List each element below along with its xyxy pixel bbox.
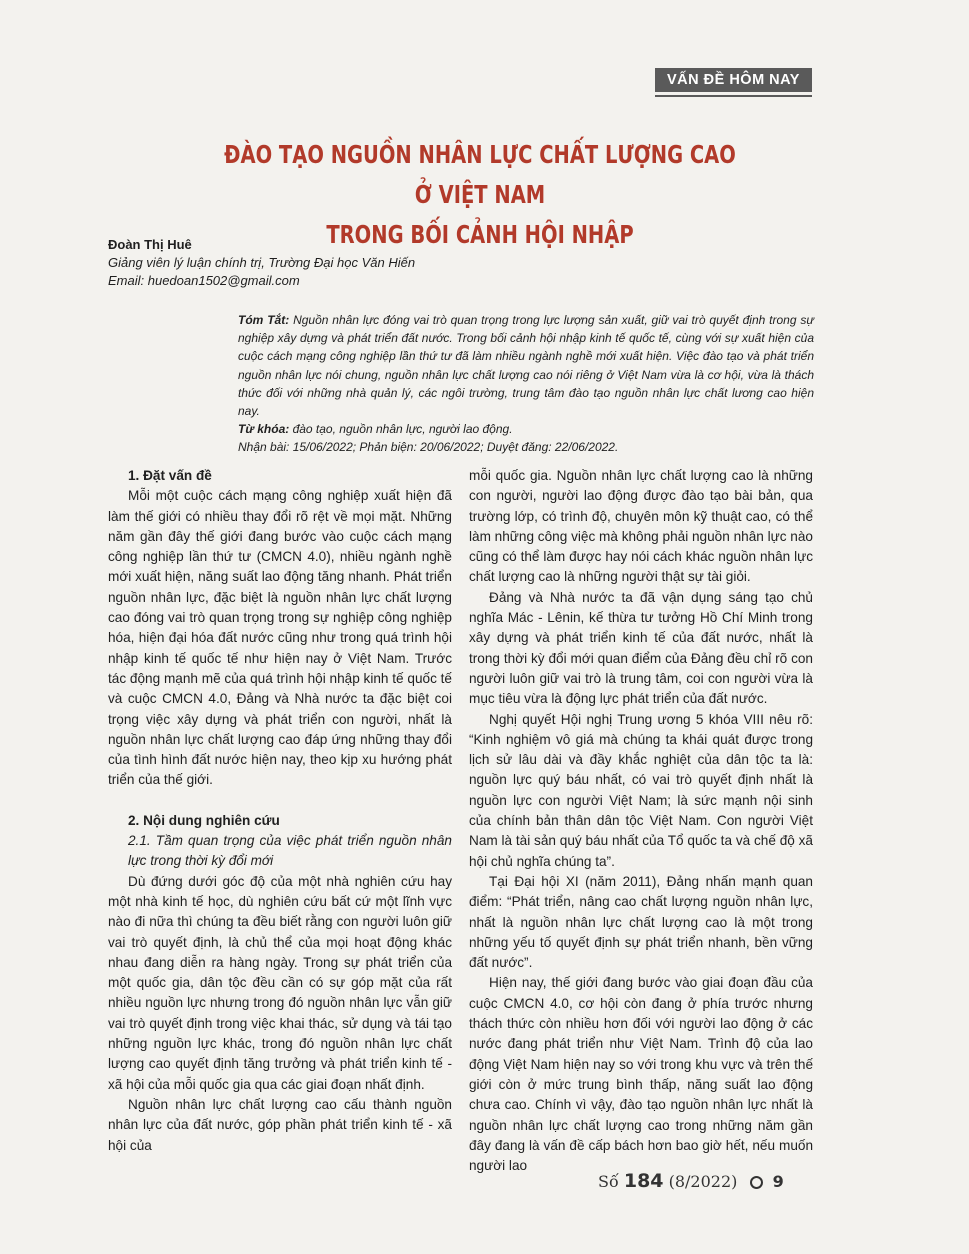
heading-introduction: 1. Đặt vấn đề <box>128 468 212 483</box>
paragraph: Đảng và Nhà nước ta đã vận dụng sáng tạo chủ nghĩa Mác - Lênin, kế thừa tư tưởng Hồ Chí Minh trong xây dựng và phát triển kinh tế của đất nước, nhất là trong thời kỳ đổi mới quan điểm của Đảng đều chỉ rõ con người luôn giữ vai trò là trung tâm, coi con người vừa là mục tiêu vừa là động lực phát triển của đất nước. <box>469 589 813 707</box>
issue-number: 184 <box>623 1170 664 1192</box>
abstract <box>238 311 814 457</box>
abstract-label: Tóm Tắt: <box>238 313 290 327</box>
right-column <box>469 466 813 1176</box>
page-footer <box>598 1170 784 1192</box>
paragraph: Nghị quyết Hội nghị Trung ương 5 khóa VIII nêu rõ: “Kinh nghiệm vô giá mà chúng ta khái quát được trong lịch sử lâu dài và đầy khắc nghiệt của dân tộc ta là: nguồn lực quý báu nhất, có vai trò quyết định nhất là nguồn lực con người Việt Nam; là sức mạnh nội sinh của chính bản thân dân tộc Việt Nam. Con người Việt Nam là tài sản quý báu nhất của Tổ quốc ta và chế độ xã hội chủ nghĩa chúng ta”. <box>469 711 813 869</box>
paragraph: Dù đứng dưới góc độ của một nhà nghiên cứu hay một nhà kinh tế học, dù nghiên cứu bất cứ một lĩnh vực nào đi nữa thì chúng ta đều biết rằng con người luôn giữ vai trò quyết định, là chủ thể của mọi hoạt động khác nhau đang diễn ra hàng ngày. Trong sự phát triển của một quốc gia, dân tộc đều cần có sự góp mặt của rất nhiều nguồn lực nhưng trong đó nguồn nhân lực vẫn giữ vai trò quyết định trong việc khai thác, sử dụng và tái tạo những nguồn lực khác, trong đó nguồn nhân lực chất lượng cao quyết định tăng trưởng và phát triển kinh tế - xã hội của mỗi quốc gia qua các giai đoạn nhất định. <box>108 873 452 1092</box>
title-line-2: TRONG BỐI CẢNH HỘI NHẬP <box>326 220 634 249</box>
abstract-text: Nguồn nhân lực đóng vai trò quan trọng trong lực lượng sản xuất, giữ vai trò quyết định trong sự nghiệp xây dựng và phát triển đất nước. Trong bối cảnh hội nhập kinh tế quốc tế, cùng với sự xuất hiện của cuộc cách mạng công nghiệp lần thứ tư đã làm nhiều ngành nghề mới xuất hiện. Việc đào tạo và phát triển nguồn nhân lực nói chung, nguồn nhân lực chất lượng cao nói riêng ở Việt Nam vừa là cơ hội, vừa là thách thức đối với những nhà quản lý, các ngôi trường, trung tâm đào tạo nguồn nhân lực chất lương cao hiện nay. <box>238 313 814 419</box>
left-column <box>108 466 452 1156</box>
keywords-label: Từ khóa: <box>238 422 290 437</box>
article-dates: Nhận bài: 15/06/2022; Phản biện: 20/06/2022; Duyệt đăng: 22/06/2022. <box>238 440 619 455</box>
paragraph: Nguồn nhân lực chất lượng cao cấu thành nguồn nhân lực của đất nước, góp phần phát triển kinh tế - xã hội của <box>108 1096 452 1153</box>
keywords-paragraph <box>238 420 814 438</box>
subheading: 2.1. Tầm quan trọng của việc phát triển nguồn nhân lực trong thời kỳ đổi mới <box>128 833 452 869</box>
paragraph: mỗi quốc gia. Nguồn nhân lực chất lượng cao là những con người, người lao động được đào tạo bài bản, qua trường lớp, có trình độ, chuyên môn kỹ thuật cao, có thể làm những công việc mà không phải nguồn nhân lực nào cũng có thể làm được hay nói cách khác nguồn nhân lực chất lượng cao là những người thật sự tài giỏi. <box>469 468 813 585</box>
issue-date: (8/2022) <box>668 1172 738 1191</box>
author-name: Đoàn Thị Huê <box>108 237 192 252</box>
keywords-text: đào tạo, nguồn nhân lực, người lao động. <box>289 422 513 437</box>
author-block <box>108 236 415 290</box>
paragraph: Hiện nay, thế giới đang bước vào giai đoạn đầu của cuộc CMCN 4.0, cơ hội còn đang ở phía trước nhưng thách thức còn nhiều hơn đối với người lao động ở các nước đang phát triển như Việt Nam. Trình độ của lao động Việt Nam hiện nay so với trong khu vực và trên thế giới còn ở mức trung bình thấp, năng suất lao động chưa cao. Chính vì vậy, đào tạo nguồn nhân lực nhất là nguồn nhân lực chất lượng cao trong những năm gần đây đang là vấn đề cấp bách hơn bao giờ hết, nếu muốn người lao <box>469 975 813 1174</box>
circle-icon <box>750 1176 763 1189</box>
section-rule <box>655 95 812 97</box>
title-line-1: ĐÀO TẠO NGUỒN NHÂN LỰC CHẤT LƯỢNG CAO Ở VIỆT NAM <box>224 140 736 209</box>
paragraph: Tại Đại hội XI (năm 2011), Đảng nhấn mạnh quan điểm: “Phát triển, nâng cao chất lượng nguồn nhân lực, nhất là nguồn nhân lực chất lượng cao là một trong những yếu tố quyết định sự phát triển nhanh, bền vững đất nước”. <box>469 873 813 971</box>
spacer <box>108 791 452 811</box>
page-number: 9 <box>772 1172 784 1191</box>
abstract-paragraph <box>238 311 814 420</box>
paragraph: Mỗi một cuộc cách mạng công nghiệp xuất hiện đã làm thế giới có nhiều thay đổi rõ rệt về mọi mặt. Những năm gần đây thế giới đang bước vào cuộc cách mạng công nghiệp lần thứ tư (CMCN 4.0), nhiều ngành nghề mới xuất hiện, năng suất lao động tăng nhanh. Phát triển nguồn nhân lực, đặc biệt là nguồn nhân lực chất lượng cao đóng vai trò quan trọng trong sự nghiệp công nghiệp hóa, hiện đại hóa đất nước cũng như trong quá trình hội nhập kinh tế quốc tế như hiện nay ở Việt Nam. Trước tác động mạnh mẽ của quá trình hội nhập kinh tế quốc tế và cuộc CMCN 4.0, Đảng và Nhà nước ta đặc biệt coi trọng việc xây dựng và phát triển con người, nhất là nguồn nhân lực chất lượng cao đáp ứng những thay đổi của tình hình đất nước hiện nay, theo kịp xu hướng phát triển của thế giới. <box>108 488 452 788</box>
issue-prefix: Số <box>598 1172 619 1191</box>
author-affiliation: Giảng viên lý luận chính trị, Trường Đại học Văn Hiến <box>108 255 416 270</box>
heading-research: 2. Nội dung nghiên cứu <box>128 812 280 828</box>
section-label: VẤN ĐỀ HÔM NAY <box>667 72 800 88</box>
author-email: Email: huedoan1502@gmail.com <box>108 273 300 288</box>
section-header <box>655 68 812 92</box>
